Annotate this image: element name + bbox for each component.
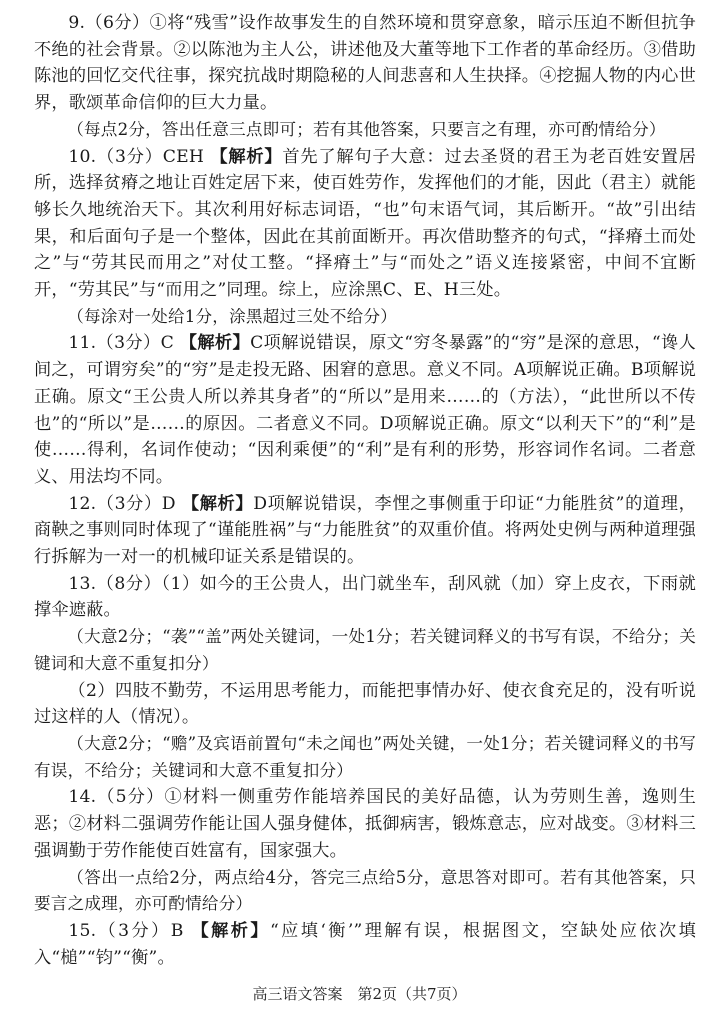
scoring-note-q13-1: （大意2分；“袭”“盖”两处关键词，一处1分；若关键词释义的书写有误，不给分；关键词和大意不重复扣分） [34,627,696,673]
scoring-note-q14: （答出一点给2分，两点给4分，答完三点给5分，意思答对即可。若有其他答案，只要言之成理，亦可酌情给分） [34,867,696,914]
scoring-note-q13-2: （大意2分；“赡”及宾语前置句“未之闻也”两处关键，一处1分；若关键词释义的书写有误，不给分；关键词和大意不重复扣分） [34,733,696,780]
answer-q10: 10.（3分）CEH 【解析】首先了解句子大意：过去圣贤的君王为老百姓安置居所，选择贫瘠之地让百姓定居下来，使百姓劳作，发挥他们的才能，因此（君主）就能够长久地统治天下。其次利用好标志词语，“也”句末语气词，其后断开。“故”引出结果，和后面句子是一个整体，因此在其前面断开。再次借助整齐的句式，“择瘠土而处之”与“劳其民而用之”对仗工整。“择瘠土”与“而处之”语义连接紧密，中间不宜断开，“劳其民”与“而用之”同理。综上，应涂黑C、E、H三处。 [34,146,696,301]
scoring-note-q9: （每点2分，答出任意三点即可；若有其他答案，只要言之有理，亦可酌情给分） [67,119,666,139]
answer-q15: 15.（3分）B 【解析】“应填‘衡’”理解有误，根据图文，空缺处应依次填入“槌”“钧”“衡”。 [34,920,696,968]
answer-q11: 11.（3分）C 【解析】C项解说错误，原文“穷冬暴露”的“穷”是深的意思，“谗人间之，可谓穷矣”的“穷”是走投无路、困窘的意思。意义不同。A项解说正确。B项解说正确。原文“王公贵人所以养其身者”的“所以”是用来……的（方法），“此世所以不传也”的“所以”是……的原因。二者意义不同。D项解说正确。原文“以利天下”的“利”是使……得利，名词作使动；“因利乘便”的“利”是有利的形势，形容词作名词。二者意义、用法均不同。 [34,333,697,487]
answer-q9: 9.（6分）①将“残雪”设作故事发生的自然环境和贯穿意象，暗示压迫不断但抗争不绝的社会背景。②以陈池为主人公，讲述他及大董等地下工作者的革命经历。③借助陈池的回忆交代往事，探究抗战时期隐秘的人间悲喜和人生抉择。④挖掘人物的内心世界，歌颂革命信仰的巨大力量。 [34,13,696,114]
answer-page [34,10,696,971]
analysis-tag: 【解析】 [191,920,270,941]
analysis-tag: 【解析】 [181,493,254,514]
analysis-tag: 【解析】 [179,333,251,354]
page-footer: 高三语文答案 第2页（共7页） [252,985,467,1003]
answer-q13-1: 13.（8分）（1）如今的王公贵人，出门就坐车，刮风就（加）穿上皮衣，下雨就撑伞遮蔽。 [34,573,696,621]
answer-q12: 12.（3分）D 【解析】D项解说错误，李悝之事侧重于印证“力能胜贫”的道理，商鞅之事则同时体现了“谨能胜祸”与“力能胜贫”的双重价值。将两处史例与两种道理强行拆解为一对一的机械印证关系是错误的。 [34,493,696,568]
analysis-tag: 【解析】 [210,146,283,167]
answer-q13-2: （2）四肢不勤劳，不运用思考能力，而能把事情办好、使衣食充足的，没有听说过这样的人（情况）。 [34,680,696,728]
scoring-note-q10: （每涂对一处给1分，涂黑超过三处不给分） [67,306,398,326]
answer-q14: 14.（5分）①材料一侧重劳作能培养国民的美好品德，认为劳则生善，逸则生恶；②材料二强调劳作能让国人强身健体，抵御病害，锻炼意志，应对战变。③材料三强调勤于劳作能使百姓富有，国家强大。 [34,787,696,861]
